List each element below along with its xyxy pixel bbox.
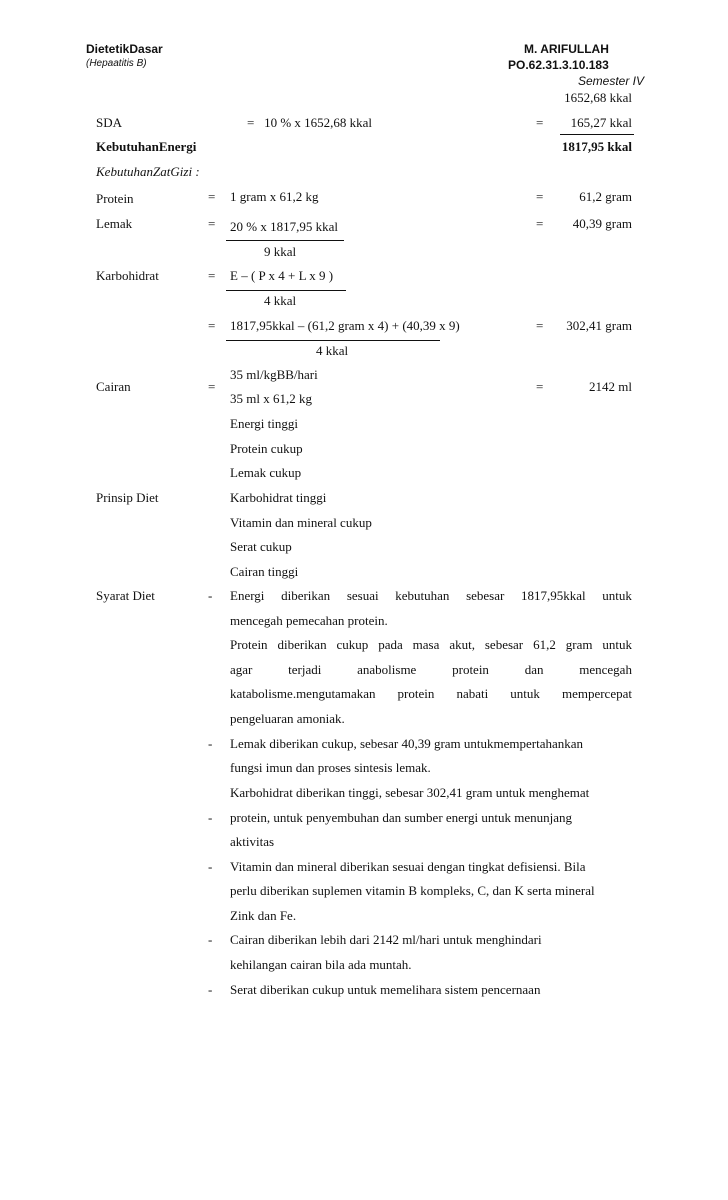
- syarat-karbohidrat-line-1: Karbohidrat diberikan tinggi, sebesar 302,41 gram untuk menghemat: [230, 785, 590, 800]
- cairan-line-2: 35 ml x 61,2 kg: [230, 391, 312, 406]
- syarat-protein-line-2: [230, 662, 632, 678]
- syarat-energi-line-2: mencegah pemecahan protein.: [230, 613, 388, 628]
- cairan-equals: =: [208, 379, 216, 394]
- syarat-karbohidrat-line-2: protein, untuk penyembuhan dan sumber energi untuk menunjang: [230, 810, 573, 825]
- protein-result: 61,2 gram: [579, 189, 632, 204]
- prinsip-item: Cairan tinggi: [230, 564, 299, 579]
- karbohidrat-result: 302,41 gram: [566, 318, 632, 333]
- prinsip-label: Prinsip Diet: [96, 490, 159, 505]
- syarat-protein-line-3: [230, 686, 632, 702]
- syarat-serat-line-1: Serat diberikan cukup untuk memelihara sistem pencernaan: [230, 982, 541, 997]
- prinsip-item: Karbohidrat tinggi: [230, 490, 327, 505]
- bullet-dash: -: [208, 982, 213, 997]
- sda-result: 165,27 kkal: [570, 115, 632, 130]
- word: mencegah: [579, 662, 632, 677]
- syarat-energi-line-1: [230, 588, 632, 604]
- word: akut,: [449, 637, 475, 652]
- bullet-dash: -: [208, 588, 213, 603]
- syarat-lemak-line-2: fungsi imun dan proses sintesis lemak.: [230, 760, 431, 775]
- protein-formula: 1 gram x 61,2 kg: [230, 189, 319, 204]
- karbohidrat-equals-b: =: [208, 318, 216, 333]
- word: dan: [524, 662, 544, 677]
- prinsip-item: Serat cukup: [230, 539, 292, 554]
- header-nim: PO.62.31.3.10.183: [508, 58, 609, 72]
- header-title: DietetikDasar: [86, 42, 163, 56]
- syarat-protein-line-4: pengeluaran amoniak.: [230, 711, 345, 726]
- karbohidrat-fraction-bar: [226, 290, 346, 291]
- word: sebesar: [466, 588, 505, 603]
- bullet-dash: -: [208, 859, 213, 874]
- syarat-karbohidrat-line-3: aktivitas: [230, 834, 275, 849]
- lemak-equals: =: [208, 216, 216, 231]
- bullet-dash: -: [208, 736, 213, 751]
- karbohidrat-label: Karbohidrat: [96, 268, 159, 283]
- word: anabolisme: [357, 662, 417, 677]
- lemak-denominator: 9 kkal: [264, 244, 297, 259]
- syarat-cairan-line-2: kehilangan cairan bila ada muntah.: [230, 957, 412, 972]
- karbohidrat-denominator-2: 4 kkal: [316, 343, 349, 358]
- word: sebesar: [484, 637, 524, 652]
- karbohidrat-denominator: 4 kkal: [264, 293, 297, 308]
- protein-label: Protein: [96, 191, 134, 206]
- word: 61,2: [533, 637, 556, 652]
- word: protein: [397, 686, 435, 701]
- word: masa: [412, 637, 440, 652]
- nutrients-heading: KebutuhanZatGizi :: [96, 164, 200, 179]
- word: katabolisme.mengutamakan: [230, 686, 376, 701]
- syarat-protein-line-1: [230, 637, 632, 653]
- karbohidrat-numerator-2: 1817,95kkal – (61,2 gram x 4) + (40,39 x 9): [230, 318, 460, 333]
- karbohidrat-equals-2: =: [536, 318, 544, 333]
- syarat-lemak-line-1: Lemak diberikan cukup, sebesar 40,39 gram untukmempertahankan: [230, 736, 584, 751]
- word: mempercepat: [561, 686, 632, 701]
- syarat-vitamin-line-1: Vitamin dan mineral diberikan sesuai dengan tingkat defisiensi. Bila: [230, 859, 586, 874]
- energy-total-label: KebutuhanEnergi: [96, 139, 197, 154]
- word: untuk: [602, 637, 632, 652]
- bullet-dash: -: [208, 932, 213, 947]
- word: kebutuhan: [395, 588, 450, 603]
- word: Energi: [230, 588, 265, 603]
- sum-rule: [560, 134, 634, 135]
- protein-equals-2: =: [536, 189, 544, 204]
- word: diberikan: [277, 637, 327, 652]
- bullet-dash: -: [208, 810, 213, 825]
- sda-label: SDA: [96, 115, 123, 130]
- lemak-equals-2: =: [536, 216, 544, 231]
- word: diberikan: [281, 588, 331, 603]
- syarat-cairan-line-1: Cairan diberikan lebih dari 2142 ml/hari untuk menghindari: [230, 932, 542, 947]
- header-author: M. ARIFULLAH: [524, 42, 609, 56]
- header-semester: Semester IV: [578, 74, 645, 88]
- karbohidrat-fraction-bar-2: [226, 340, 440, 341]
- cairan-line-1: 35 ml/kgBB/hari: [230, 367, 318, 382]
- lemak-label: Lemak: [96, 216, 133, 231]
- word: pada: [378, 637, 403, 652]
- syarat-label: Syarat Diet: [96, 588, 155, 603]
- word: untuk: [602, 588, 632, 603]
- lemak-numerator: 20 % x 1817,95 kkal: [230, 219, 338, 234]
- word: agar: [230, 662, 253, 677]
- word: sesuai: [346, 588, 379, 603]
- prinsip-item: Lemak cukup: [230, 465, 302, 480]
- karbohidrat-numerator: E – ( P x 4 + L x 9 ): [230, 268, 334, 283]
- syarat-vitamin-line-2: perlu diberikan suplemen vitamin B kompleks, C, dan K serta mineral: [230, 883, 595, 898]
- prinsip-item: Vitamin dan mineral cukup: [230, 515, 372, 530]
- karbohidrat-equals: =: [208, 268, 216, 283]
- cairan-result: 2142 ml: [589, 379, 632, 394]
- word: gram: [565, 637, 593, 652]
- header-subtitle: (Hepaatitis B): [86, 58, 147, 69]
- word: nabati: [456, 686, 489, 701]
- sda-equals: =: [536, 115, 544, 130]
- prinsip-item: Energi tinggi: [230, 416, 299, 431]
- word: cukup: [336, 637, 369, 652]
- bmr-value: 1652,68 kkal: [564, 90, 632, 105]
- cairan-label: Cairan: [96, 379, 131, 394]
- sda-formula: = 10 % x 1652,68 kkal: [247, 115, 373, 130]
- protein-equals: =: [208, 189, 216, 204]
- word: Protein: [230, 637, 268, 652]
- word: terjadi: [288, 662, 322, 677]
- cairan-equals-2: =: [536, 379, 544, 394]
- lemak-fraction-bar: [226, 240, 344, 241]
- lemak-result: 40,39 gram: [572, 216, 632, 231]
- syarat-vitamin-line-3: Zink dan Fe.: [230, 908, 297, 923]
- word: protein: [452, 662, 489, 677]
- prinsip-item: Protein cukup: [230, 441, 303, 456]
- word: untuk: [510, 686, 540, 701]
- energy-total-value: 1817,95 kkal: [561, 139, 632, 154]
- word: 1817,95kkal: [521, 588, 586, 603]
